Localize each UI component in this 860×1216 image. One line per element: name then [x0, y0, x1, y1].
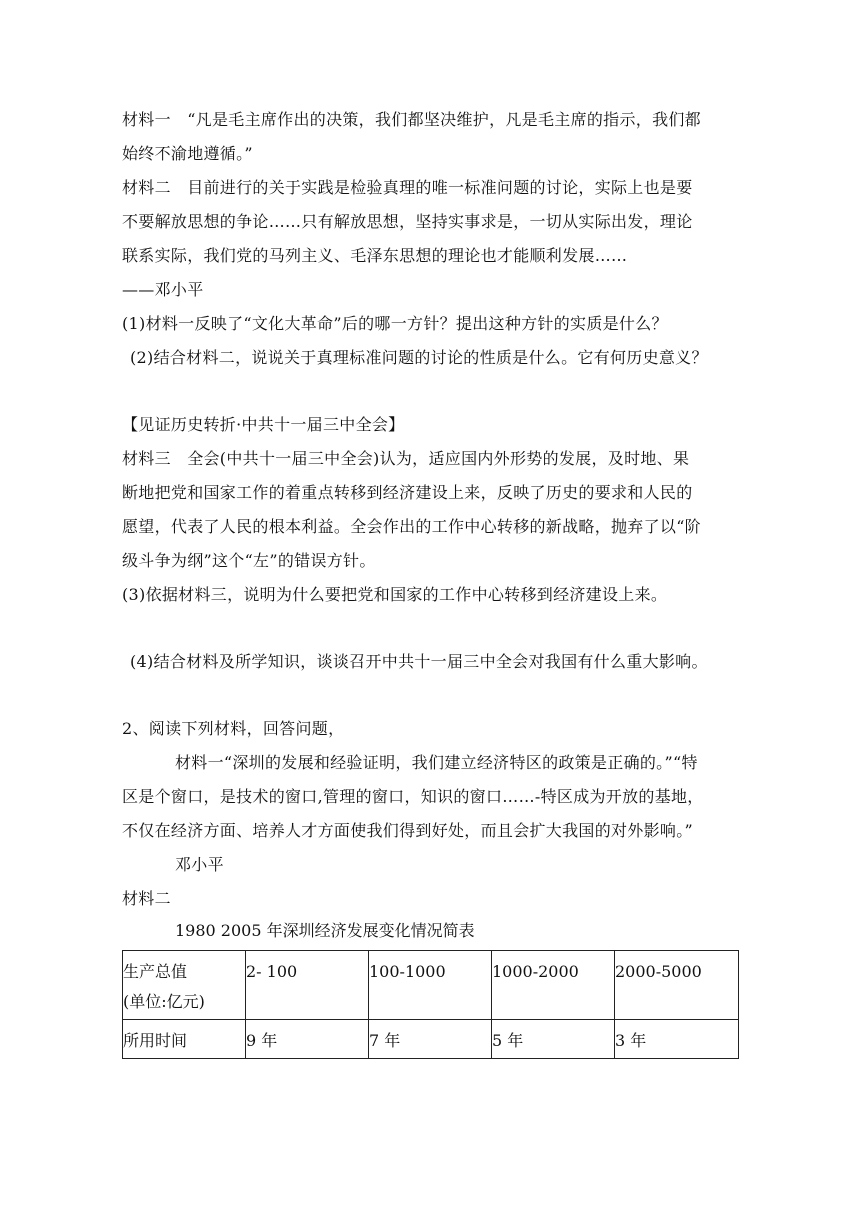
table-cell: 2000-5000 [615, 951, 739, 1020]
material-2-line-1: 材料二 目前进行的关于实践是检验真理的唯一标准问题的讨论，实际上也是要 [122, 178, 693, 197]
material-1-line-1: 材料一 “凡是毛主席作出的决策，我们都坚决维护，凡是毛主席的指示，我们都 [122, 110, 701, 129]
table-cell: 2- 100 [246, 951, 369, 1020]
p2-attribution: 邓小平 [175, 855, 224, 874]
question-3: (3)依据材料三，说明为什么要把党和国家的工作中心转移到经济建设上来。 [122, 585, 668, 604]
section-heading: 【见证历史转折·中共十一届三中全会】 [122, 415, 405, 434]
p2-material-1-line-1: 材料一“深圳的发展和经验证明，我们建立经济特区的政策是正确的。”“特 [175, 753, 698, 772]
p2-material-1-line-3: 不仅在经济方面、培养人才方面使我们得到好处，而且会扩大我国的对外影响。” [122, 821, 693, 840]
table-cell: 7 年 [369, 1020, 492, 1059]
table-cell: 100-1000 [369, 951, 492, 1020]
gdp-label: 生产总值 [123, 962, 188, 981]
material-3-line-2: 断地把党和国家工作的着重点转移到经济建设上来，反映了历史的要求和人民的 [122, 483, 693, 502]
question-4: (4)结合材料及所学知识，谈谈召开中共十一届三中全会对我国有什么重大影响。 [130, 652, 708, 671]
problem-2-heading: 2、阅读下列材料，回答问题， [122, 719, 345, 738]
p2-material-2-label: 材料二 [122, 889, 171, 908]
material-1-line-2: 始终不渝地遵循。” [122, 144, 253, 163]
p2-material-1-line-2: 区是个窗口，是技术的窗口,管理的窗口，知识的窗口……-特区成为开放的基地， [122, 787, 704, 806]
material-3-line-3: 愿望，代表了人民的根本利益。全会作出的工作中心转移的新战略，抛弃了以“阶 [122, 517, 701, 536]
table-row [123, 1020, 739, 1059]
shenzhen-economy-table [122, 950, 739, 1059]
question-2: (2)结合材料二，说说关于真理标准问题的讨论的性质是什么。它有何历史意义？ [130, 348, 708, 367]
material-3-line-1: 材料三 全会(中共十一届三中全会)认为，适应国内外形势的发展，及时地、果 [122, 449, 690, 468]
table-cell: 3 年 [615, 1020, 739, 1059]
table-cell-label [123, 951, 246, 1020]
material-2-line-2: 不要解放思想的争论……只有解放思想，坚持实事求是，一切从实际出发，理论 [122, 212, 693, 231]
table-caption: 1980 2005 年深圳经济发展变化情况简表 [175, 921, 475, 940]
table-row [123, 951, 739, 1020]
table-cell: 5 年 [492, 1020, 615, 1059]
material-3-line-4: 级斗争为纲”这个“左”的错误方针。 [122, 551, 376, 570]
question-1: (1)材料一反映了“文化大革命”后的哪一方针？提出这种方针的实质是什么？ [122, 314, 668, 333]
gdp-unit: (单位:亿元) [123, 992, 205, 1011]
attribution-deng: ——邓小平 [122, 280, 204, 299]
table-cell-label: 所用时间 [123, 1020, 246, 1059]
table-cell: 9 年 [246, 1020, 369, 1059]
material-2-line-3: 联系实际，我们党的马列主义、毛泽东思想的理论也才能顺利发展…… [122, 246, 628, 265]
table-cell: 1000-2000 [492, 951, 615, 1020]
